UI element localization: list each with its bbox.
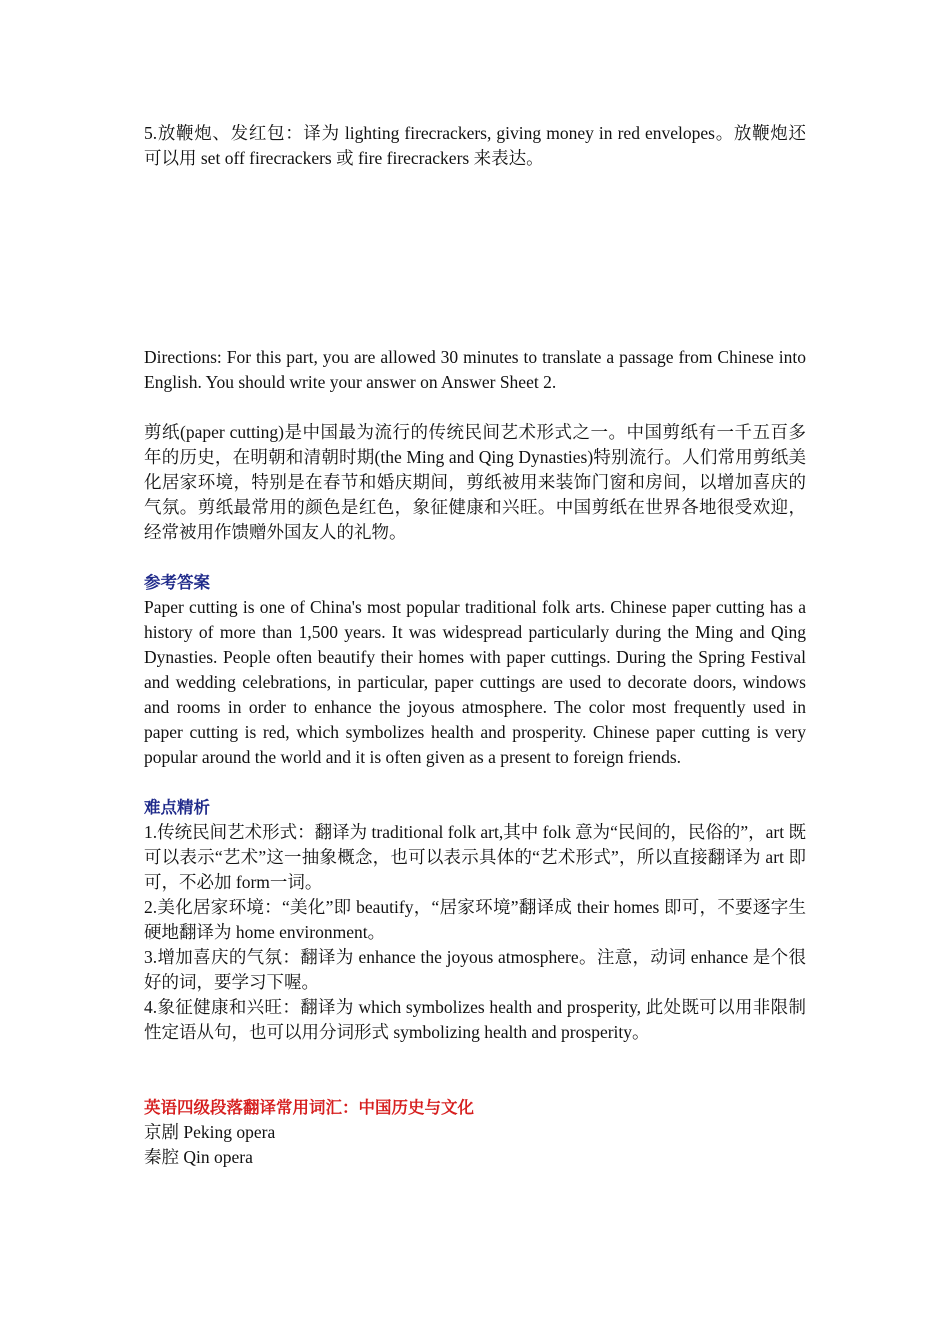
chinese-passage: 剪纸(paper cutting)是中国最为流行的传统民间艺术形式之一。中国剪纸有一千五百多年的历史，在明朝和清朝时期(the Ming and Qing Dynasties)特别流行。人们常用剪纸美化居家环境，特别是在春节和婚庆期间，剪纸被用来装饰门窗和房间，以增加喜庆的气氛。剪纸最常用的颜色是红色，象征健康和兴旺。中国剪纸在世界各地很受欢迎，经常被用作馈赠外国友人的礼物。 — [144, 422, 806, 542]
analysis-item: 1.传统民间艺术形式：翻译为 traditional folk art,其中 folk 意为“民间的，民俗的”，art 既可以表示“艺术”这一抽象概念，也可以表示具体的“艺术形式”，所以直接翻译为 art 即可，不必加 form一词。 — [144, 822, 806, 892]
directions-text: Directions: For this part, you are allowed 30 minutes to translate a passage from Chinese into English. You should write your answer on Answer Sheet 2. — [144, 347, 806, 392]
spacer — [144, 1045, 806, 1095]
answer-heading: 参考答案 — [144, 573, 210, 592]
spacer — [144, 770, 806, 795]
vocab-item: 京剧 Peking opera — [144, 1122, 276, 1142]
vocab-heading: 英语四级段落翻译常用词汇：中国历史与文化 — [144, 1098, 474, 1117]
analysis-heading: 难点精析 — [144, 798, 210, 817]
spacer — [144, 545, 806, 570]
document-page — [144, 121, 806, 1170]
spacer — [144, 395, 806, 420]
intro-note: 5.放鞭炮、发红包：译为 lighting firecrackers, giving money in red envelopes。放鞭炮还可以用 set off firecrackers 或 fire firecrackers 来表达。 — [144, 123, 806, 168]
analysis-item: 4.象征健康和兴旺：翻译为 which symbolizes health and prosperity, 此处既可以用非限制性定语从句，也可以用分词形式 symbolizing health and prosperity。 — [144, 997, 806, 1042]
analysis-item: 3.增加喜庆的气氛：翻译为 enhance the joyous atmosphere。注意，动词 enhance 是个很好的词，要学习下喔。 — [144, 947, 806, 992]
vocab-item: 秦腔 Qin opera — [144, 1147, 253, 1167]
analysis-item: 2.美化居家环境：“美化”即 beautify，“居家环境”翻译成 their homes 即可，不要逐字生硬地翻译为 home environment。 — [144, 897, 806, 942]
answer-text: Paper cutting is one of China's most popular traditional folk arts. Chinese paper cutting has a history of more than 1,500 years. It was widespread particularly during the Ming and Qing Dynasties. People often beautify their homes with paper cuttings. During the Spring Festival and wedding celebrations, in particular, paper cuttings are used to decorate doors, windows and rooms in order to enhance the joyous atmosphere. The color most frequently used in paper cutting is red, which symbolizes health and prosperity. Chinese paper cutting is very popular around the world and it is often given as a present to foreign friends. — [144, 597, 806, 767]
spacer — [144, 171, 806, 345]
